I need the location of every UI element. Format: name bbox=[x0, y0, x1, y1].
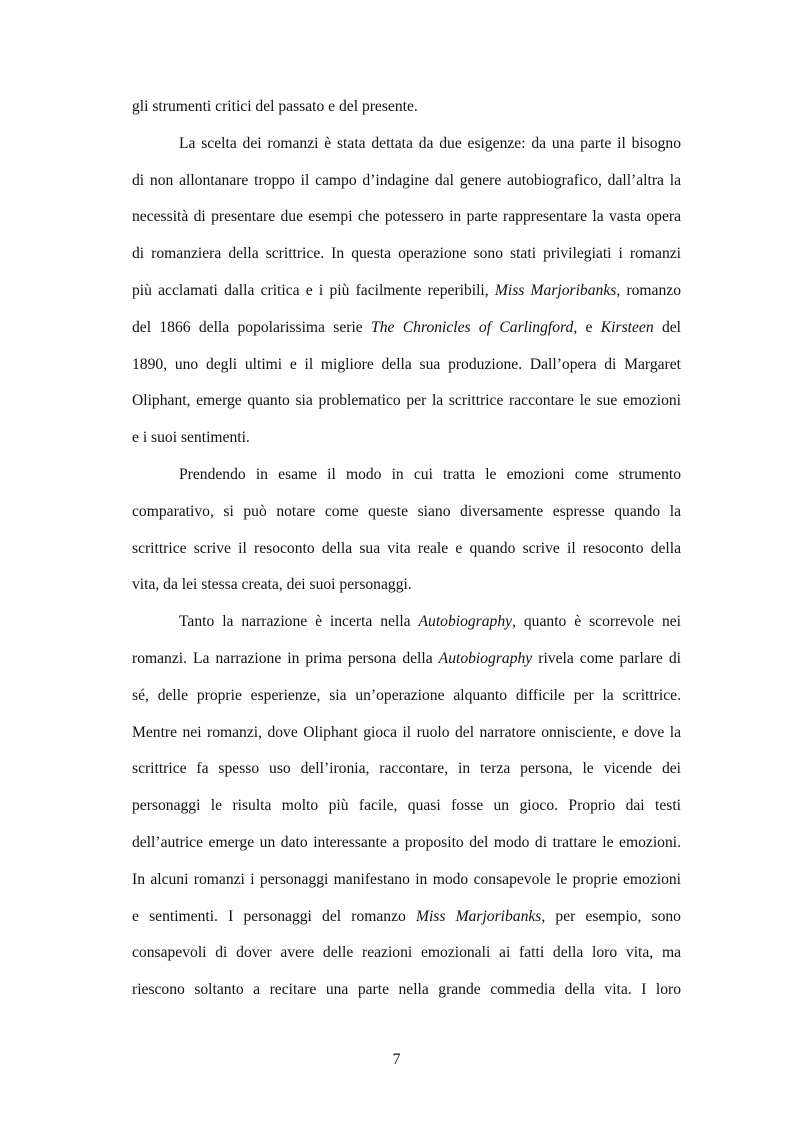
text-line: sé, delle proprie esperienze, sia un’operazione alquanto difficile per la scrittrice. bbox=[132, 686, 681, 704]
text-line: scrittrice fa spesso uso dell’ironia, raccontare, in terza persona, le vicende dei bbox=[132, 760, 681, 778]
book-title: Autobiography bbox=[418, 613, 513, 631]
text-line: riescono soltanto a recitare una parte nella grande commedia della vita. I loro bbox=[132, 981, 681, 999]
text-line: di non allontanare troppo il campo d’indagine dal genere autobiografico, dall’altra la bbox=[132, 171, 681, 189]
series-title: The Chronicles of Carlingford bbox=[371, 318, 574, 336]
text-line: romanzi. La narrazione in prima persona della Autobiography rivela come parlare di bbox=[132, 649, 681, 667]
text-line: e sentimenti. I personaggi del romanzo Miss Marjoribanks, per esempio, sono bbox=[132, 907, 681, 925]
text-line: di romanziera della scrittrice. In questa operazione sono stati privilegiati i romanzi bbox=[132, 245, 681, 263]
text-line: Mentre nei romanzi, dove Oliphant gioca il ruolo del narratore onnisciente, e dove la bbox=[132, 723, 681, 741]
text-line: necessità di presentare due esempi che potessero in parte rappresentare la vasta opera bbox=[132, 208, 681, 226]
body-text bbox=[132, 89, 681, 1009]
book-title: Kirsteen bbox=[600, 318, 654, 336]
text-line: del 1866 della popolarissima serie The Chronicles of Carlingford, e Kirsteen del bbox=[132, 318, 681, 336]
page-number: 7 bbox=[392, 1051, 401, 1068]
book-title: Miss Marjoribanks bbox=[415, 907, 542, 925]
text-line: vita, da lei stessa creata, dei suoi personaggi. bbox=[132, 576, 412, 594]
text-line: consapevoli di dover avere delle reazioni emozionali ai fatti della loro vita, ma bbox=[132, 944, 681, 962]
text-line: e i suoi sentimenti. bbox=[132, 429, 250, 447]
text-line: In alcuni romanzi i personaggi manifestano in modo consapevole le proprie emozioni bbox=[132, 870, 681, 888]
text-line: comparativo, si può notare come queste siano diversamente espresse quando la bbox=[132, 502, 681, 520]
text-line: Prendendo in esame il modo in cui tratta le emozioni come strumento bbox=[179, 465, 681, 483]
text-line: dell’autrice emerge un dato interessante a proposito del modo di trattare le emozioni. bbox=[132, 833, 681, 851]
book-title: Miss Marjoribanks bbox=[494, 281, 617, 299]
text-line: personaggi le risulta molto più facile, quasi fosse un gioco. Proprio dai testi bbox=[132, 797, 681, 815]
text-line: gli strumenti critici del passato e del presente. bbox=[132, 98, 418, 115]
text-line: Oliphant, emerge quanto sia problematico per la scrittrice raccontare le sue emozioni bbox=[132, 392, 681, 410]
text-line: La scelta dei romanzi è stata dettata da due esigenze: da una parte il bisogno bbox=[179, 134, 681, 152]
text-line: Tanto la narrazione è incerta nella Autobiography, quanto è scorrevole nei bbox=[179, 613, 681, 631]
text-line: 1890, uno degli ultimi e il migliore della sua produzione. Dall’opera di Margaret bbox=[132, 355, 681, 373]
text-line: più acclamati dalla critica e i più facilmente reperibili, Miss Marjoribanks, romanzo bbox=[132, 281, 681, 299]
book-title: Autobiography bbox=[438, 649, 533, 667]
text-line: scrittrice scrive il resoconto della sua vita reale e quando scrive il resoconto della bbox=[132, 539, 681, 557]
